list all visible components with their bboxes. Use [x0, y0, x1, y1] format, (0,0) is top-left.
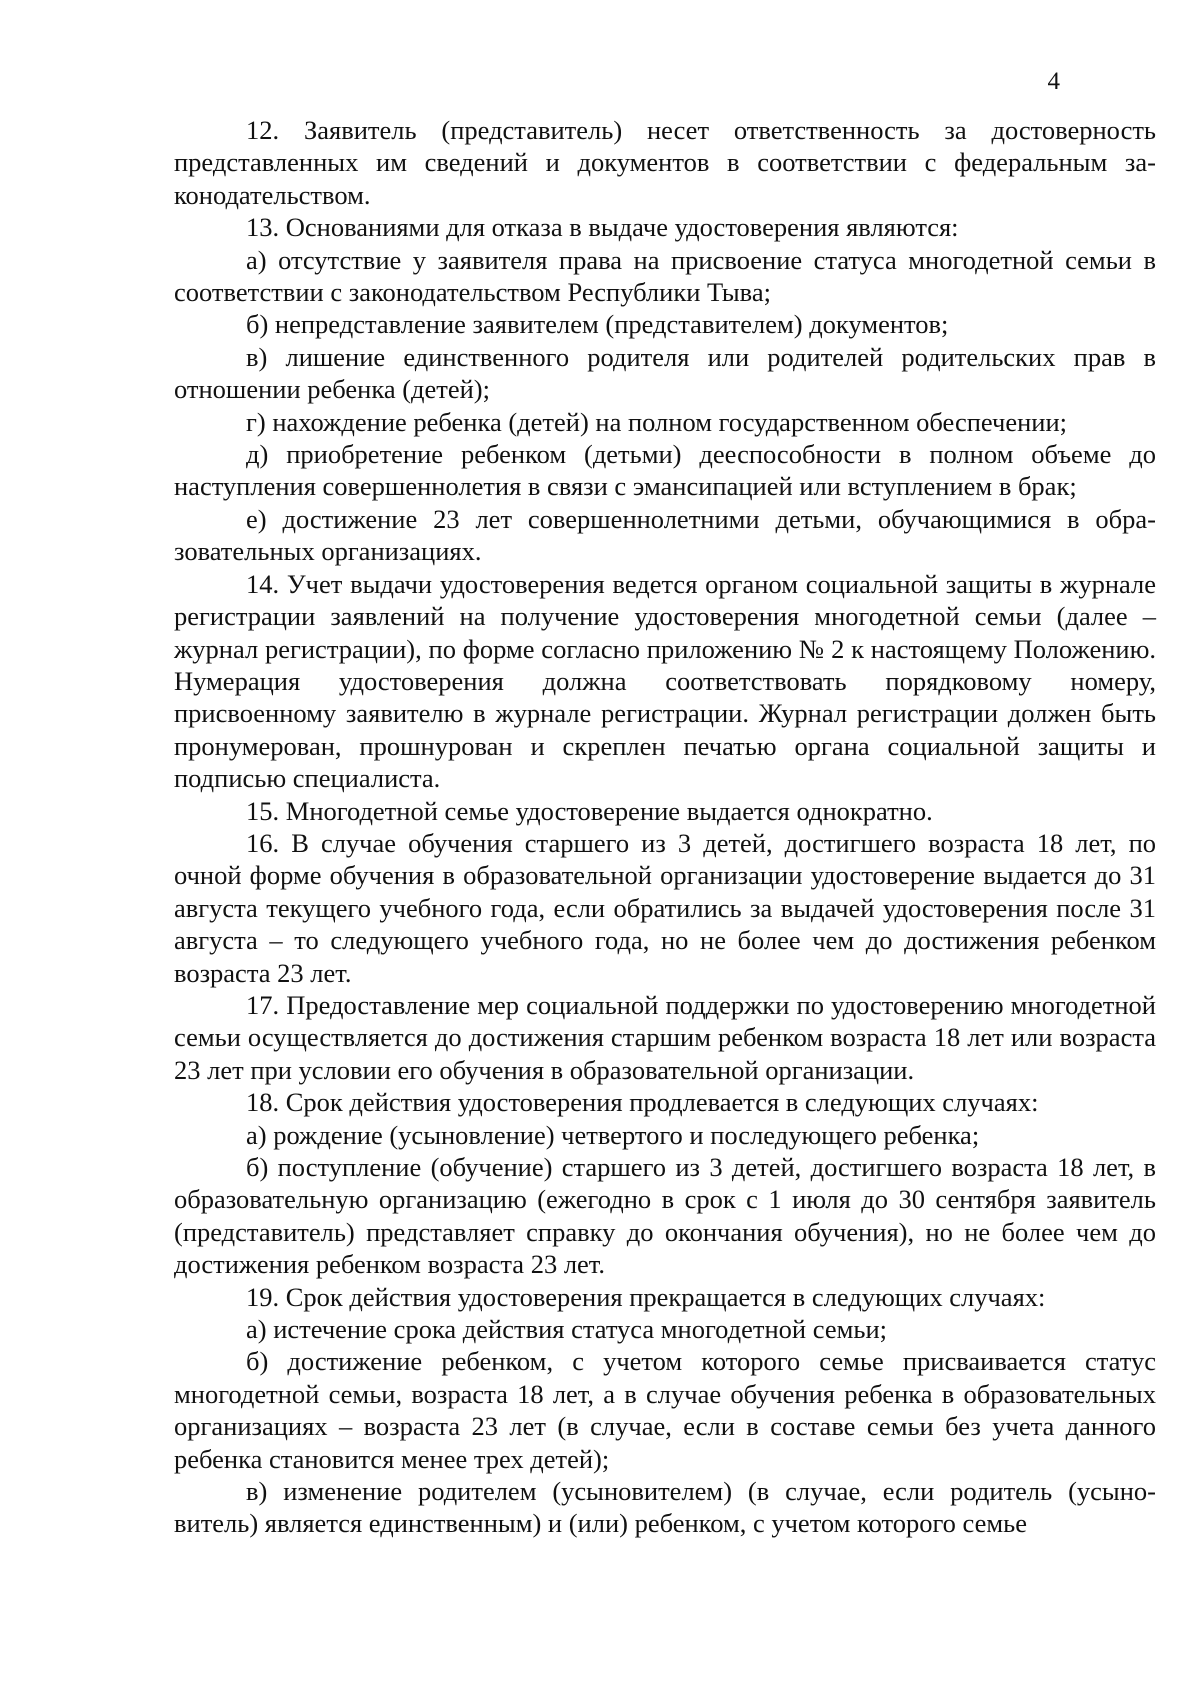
paragraph-13-a: а) отсутствие у заявителя права на присвоение статуса многодетной семьи в соответствии с законодательством Республики Тыва; — [174, 244, 1156, 308]
paragraph-18: 18. Срок действия удостоверения продлевается в следующих случаях: — [246, 1087, 1039, 1118]
paragraph-17: 17. Предоставление мер социальной поддержки по удостоверению многодетной семьи осуществляется до достижения старшим ребенком возраста 18 лет или возраста 23 лет при условии его обучения в образовательной организации. — [174, 989, 1156, 1085]
document-body — [174, 114, 1156, 1540]
paragraph-13-g: г) нахождение ребенка (детей) на полном государственном обеспечении; — [246, 406, 1068, 437]
paragraph-15: 15. Многодетной семье удостоверение выдается однократно. — [246, 795, 933, 826]
paragraph-19-a: а) истечение срока действия статуса многодетной семьи; — [246, 1314, 887, 1345]
paragraph-13: 13. Основаниями для отказа в выдаче удостоверения являются: — [246, 212, 959, 243]
paragraph-13-e: е) достижение 23 лет совершеннолетними детьми, обучающимися в образовательных организациях. — [174, 503, 1156, 567]
paragraph-12: 12. Заявитель (представитель) несет ответственность за достоверность представленных им сведений и документов в соответствии с федеральным законодательством. — [174, 115, 1156, 210]
paragraph-13-b: б) непредставление заявителем (представителем) документов; — [246, 309, 949, 340]
paragraph-16: 16. В случае обучения старшего из 3 детей, достигшего возраста 18 лет, по очной форме обучения в образовательной организации удостоверение выдается до 31 августа текущего учебного года, если обратились за выдачей удостоверения после 31 августа – то следующего учебного года, но не более чем до достижения ребенком возраста 23 лет. — [174, 827, 1156, 988]
paragraph-19: 19. Срок действия удостоверения прекращается в следующих случаях: — [246, 1281, 1046, 1312]
paragraph-14: 14. Учет выдачи удостоверения ведется органом социальной защиты в журнале регистрации заявлений на получение удостоверения многодетной семьи (далее – журнал регистрации), по форме согласно приложению № 2 к настоящему Положению. Нумерация удостоверения должна соответствовать порядковому номеру, присвоенному заявителю в журнале регистрации. Журнал регистрации должен быть пронумерован, прошнурован и скреплен печатью органа социальной защиты и подписью специалиста. — [174, 568, 1156, 794]
paragraph-18-a: а) рождение (усыновление) четвертого и последующего ребенка; — [246, 1119, 980, 1150]
paragraph-19-b: б) достижение ребенком, с учетом которого семье присваивается статус многодетной семьи, возраста 18 лет, а в случае обучения ребенка в образовательных организациях – возраста 23 лет (в случае, если в составе семьи без учета данного ребенка становится менее трех детей); — [174, 1346, 1156, 1474]
paragraph-19-v: в) изменение родителем (усыновителем) (в случае, если родитель (усыновитель) является единственным) и (или) ребенком, с учетом которого семье — [174, 1476, 1156, 1539]
page-number: 4 — [1047, 68, 1060, 95]
paragraph-13-v: в) лишение единственного родителя или родителей родительских прав в отношении ребенка (детей); — [174, 341, 1156, 405]
paragraph-13-d: д) приобретение ребенком (детьми) дееспособности в полном объеме до наступления совершеннолетия в связи с эмансипацией или вступлением в брак; — [174, 439, 1156, 502]
paragraph-18-b: б) поступление (обучение) старшего из 3 детей, достигшего возраста 18 лет, в образовательную организацию (ежегодно в срок с 1 июля до 30 сентября заявитель (представитель) представляет справку до окончания обучения), но не более чем до достижения ребенком возраста 23 лет. — [174, 1152, 1156, 1280]
